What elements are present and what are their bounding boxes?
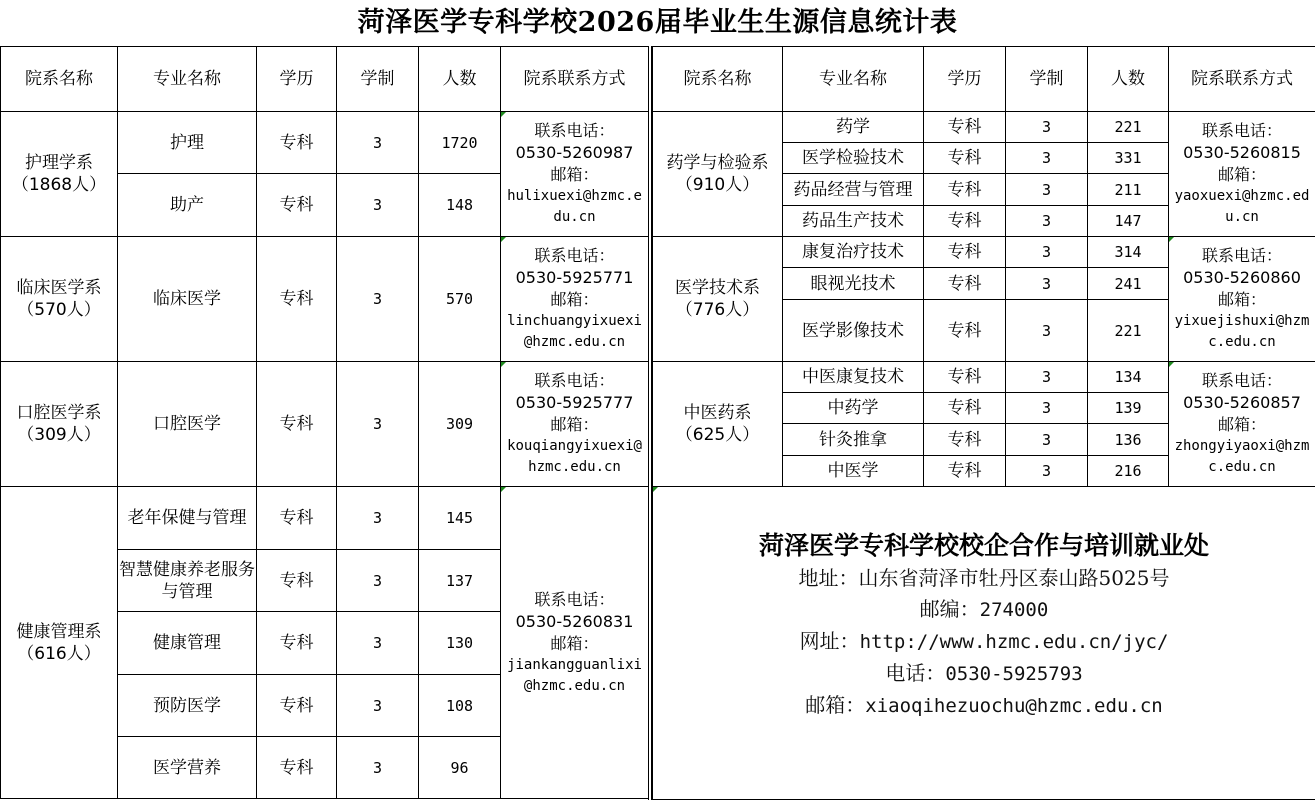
major-count: 221 <box>1088 112 1169 143</box>
major-level: 专科 <box>924 143 1006 174</box>
major-years: 3 <box>1006 112 1088 143</box>
postcode-value: 274000 <box>979 599 1049 621</box>
email-value: jiankangguanlixi@hzmc.edu.cn <box>507 656 642 694</box>
phone-value: 0530-5260860 <box>1183 268 1301 287</box>
phone-label: 联系电话： <box>534 589 615 609</box>
dept-cell <box>1 237 118 362</box>
major-level: 专科 <box>257 487 337 550</box>
major-name: 药品生产技术 <box>783 206 924 237</box>
major-count: 331 <box>1088 143 1169 174</box>
major-level: 专科 <box>257 174 337 237</box>
major-level: 专科 <box>257 362 337 487</box>
major-name: 老年保健与管理 <box>118 487 257 550</box>
header-row <box>1 47 649 112</box>
dept-name: 中医药系 <box>683 403 752 423</box>
major-name: 医学检验技术 <box>783 143 924 174</box>
email-label: 邮箱： <box>1217 415 1266 434</box>
page-title: 菏泽医学专科学校2026届毕业生生源信息统计表 <box>357 7 958 38</box>
header-row <box>653 47 1315 112</box>
dept-count: （309人） <box>17 425 101 445</box>
major-name: 医学影像技术 <box>783 300 924 362</box>
major-name: 预防医学 <box>118 675 257 737</box>
phone-value: 0530-5925793 <box>945 663 1083 685</box>
major-years: 3 <box>1006 268 1088 300</box>
dept-count: （910人） <box>675 175 760 195</box>
phone-label: 联系电话： <box>1201 121 1282 140</box>
dept-name: 口腔医学系 <box>16 403 102 423</box>
office-postcode <box>653 594 1315 626</box>
dept-cell <box>1 362 118 487</box>
email-value: yixuejishuxi@hzmc.edu.cn <box>1174 313 1310 350</box>
header-contact: 院系联系方式 <box>501 47 649 112</box>
major-name: 康复治疗技术 <box>783 237 924 268</box>
major-name: 口腔医学 <box>118 362 257 487</box>
major-count: 145 <box>419 487 501 550</box>
major-years: 3 <box>337 112 419 174</box>
major-years: 3 <box>1006 300 1088 362</box>
dept-count: （1868人） <box>11 175 107 195</box>
major-years: 3 <box>337 737 419 799</box>
email-value: hulixuexi@hzmc.edu.cn <box>507 188 642 225</box>
dept-contact <box>501 237 649 362</box>
major-count: 216 <box>1088 456 1169 487</box>
major-years: 3 <box>1006 143 1088 174</box>
header-major: 专业名称 <box>783 47 924 112</box>
major-level: 专科 <box>924 268 1006 300</box>
major-years: 3 <box>337 550 419 612</box>
phone-label: 电话： <box>885 661 946 685</box>
email-label: 邮箱： <box>550 415 599 434</box>
dept-name: 健康管理系 <box>16 621 102 642</box>
dept-count: （616人） <box>17 643 101 664</box>
email-label: 邮箱： <box>550 633 599 653</box>
major-count: 241 <box>1088 268 1169 300</box>
email-label: 邮箱： <box>805 693 866 717</box>
major-level: 专科 <box>924 112 1006 143</box>
major-name: 临床医学 <box>118 237 257 362</box>
office-website <box>653 626 1315 658</box>
major-count: 136 <box>1088 424 1169 456</box>
phone-label: 联系电话： <box>1201 246 1282 265</box>
major-years: 3 <box>337 237 419 362</box>
major-level: 专科 <box>257 237 337 362</box>
website-value: http://www.hzmc.edu.cn/jyc/ <box>859 631 1169 653</box>
table-row <box>1 362 649 487</box>
major-years: 3 <box>1006 424 1088 456</box>
major-name: 药学 <box>783 112 924 143</box>
phone-label: 联系电话： <box>1201 371 1282 390</box>
major-level: 专科 <box>257 112 337 174</box>
header-major: 专业名称 <box>118 47 257 112</box>
dept-contact <box>501 362 649 487</box>
major-name: 针灸推拿 <box>783 424 924 456</box>
header-years: 学制 <box>1006 47 1088 112</box>
email-value: kouqiangyixuexi@hzmc.edu.cn <box>507 438 642 475</box>
dept-count: （776人） <box>675 300 760 320</box>
office-info <box>653 487 1315 800</box>
dept-contact <box>501 112 649 237</box>
header-dept: 院系名称 <box>1 47 118 112</box>
dept-name: 护理学系 <box>25 153 93 173</box>
major-name: 药品经营与管理 <box>783 174 924 206</box>
office-email <box>653 690 1315 722</box>
major-count: 221 <box>1088 300 1169 362</box>
postcode-label: 邮编： <box>919 597 980 621</box>
phone-value: 0530-5260831 <box>515 611 634 631</box>
header-years: 学制 <box>337 47 419 112</box>
dept-count: （570人） <box>17 300 101 320</box>
major-level: 专科 <box>924 237 1006 268</box>
dept-contact <box>501 487 649 799</box>
address-label: 地址： <box>798 566 859 590</box>
major-level: 专科 <box>924 206 1006 237</box>
phone-label: 联系电话： <box>534 246 615 265</box>
major-count: 211 <box>1088 174 1169 206</box>
dept-cell <box>653 362 783 487</box>
dept-cell <box>1 487 118 799</box>
table-row <box>1 112 649 174</box>
header-count: 人数 <box>419 47 501 112</box>
header-level: 学历 <box>924 47 1006 112</box>
major-years: 3 <box>337 612 419 675</box>
email-label: 邮箱： <box>1217 290 1266 309</box>
major-count: 1720 <box>419 112 501 174</box>
major-level: 专科 <box>257 675 337 737</box>
table-row <box>653 362 1315 393</box>
major-count: 134 <box>1088 362 1169 393</box>
email-value: linchuangyixuexi@hzmc.edu.cn <box>507 313 642 350</box>
major-count: 96 <box>419 737 501 799</box>
dept-cell <box>1 112 118 237</box>
major-level: 专科 <box>924 362 1006 393</box>
major-years: 3 <box>337 174 419 237</box>
major-years: 3 <box>1006 362 1088 393</box>
major-name: 中药学 <box>783 393 924 424</box>
major-years: 3 <box>1006 174 1088 206</box>
header-count: 人数 <box>1088 47 1169 112</box>
table-row <box>653 112 1315 143</box>
phone-value: 0530-5260857 <box>1183 393 1301 412</box>
dept-name: 医学技术系 <box>675 278 760 298</box>
major-count: 130 <box>419 612 501 675</box>
major-years: 3 <box>1006 237 1088 268</box>
dept-contact <box>1169 362 1315 487</box>
office-name: 菏泽医学专科学校校企合作与培训就业处 <box>758 531 1209 560</box>
major-name: 中医学 <box>783 456 924 487</box>
major-years: 3 <box>1006 393 1088 424</box>
email-label: 邮箱： <box>550 165 599 184</box>
website-label: 网址： <box>799 629 860 653</box>
major-name: 智慧健康养老服务与管理 <box>118 550 257 612</box>
header-contact: 院系联系方式 <box>1169 47 1315 112</box>
email-value: xiaoqihezuochu@hzmc.edu.cn <box>865 695 1163 717</box>
left-table <box>0 46 649 799</box>
email-value: zhongyiyaoxi@hzmc.edu.cn <box>1174 438 1310 475</box>
major-years: 3 <box>1006 456 1088 487</box>
dept-count: （625人） <box>675 425 760 445</box>
major-level: 专科 <box>257 737 337 799</box>
major-count: 570 <box>419 237 501 362</box>
dept-contact <box>1169 237 1315 362</box>
dept-name: 临床医学系 <box>16 278 102 298</box>
phone-value: 0530-5925771 <box>515 268 634 287</box>
dept-name: 药学与检验系 <box>666 153 769 173</box>
phone-label: 联系电话： <box>534 121 615 140</box>
email-label: 邮箱： <box>550 290 599 309</box>
phone-value: 0530-5260815 <box>1183 143 1301 162</box>
major-count: 314 <box>1088 237 1169 268</box>
major-count: 139 <box>1088 393 1169 424</box>
header-level: 学历 <box>257 47 337 112</box>
dept-contact <box>1169 112 1315 237</box>
major-name: 眼视光技术 <box>783 268 924 300</box>
major-years: 3 <box>1006 206 1088 237</box>
major-count: 108 <box>419 675 501 737</box>
major-count: 137 <box>419 550 501 612</box>
major-level: 专科 <box>924 456 1006 487</box>
major-name: 中医康复技术 <box>783 362 924 393</box>
office-phone <box>653 658 1315 690</box>
phone-label: 联系电话： <box>534 371 615 390</box>
major-years: 3 <box>337 487 419 550</box>
dept-cell <box>653 112 783 237</box>
table-row <box>1 487 649 550</box>
dept-cell <box>653 237 783 362</box>
major-count: 147 <box>1088 206 1169 237</box>
major-name: 护理 <box>118 112 257 174</box>
table-row <box>653 237 1315 268</box>
major-years: 3 <box>337 675 419 737</box>
major-level: 专科 <box>257 550 337 612</box>
major-level: 专科 <box>924 300 1006 362</box>
header-dept: 院系名称 <box>653 47 783 112</box>
major-count: 148 <box>419 174 501 237</box>
major-count: 309 <box>419 362 501 487</box>
office-address <box>653 563 1315 594</box>
major-level: 专科 <box>924 174 1006 206</box>
table-row <box>1 237 649 362</box>
major-level: 专科 <box>924 424 1006 456</box>
major-level: 专科 <box>924 393 1006 424</box>
major-name: 医学营养 <box>118 737 257 799</box>
phone-value: 0530-5925777 <box>515 393 634 412</box>
address-value: 山东省菏泽市牡丹区泰山路5025号 <box>858 566 1170 590</box>
email-label: 邮箱： <box>1217 165 1266 184</box>
major-name: 助产 <box>118 174 257 237</box>
major-name: 健康管理 <box>118 612 257 675</box>
major-level: 专科 <box>257 612 337 675</box>
email-value: yaoxuexi@hzmc.edu.cn <box>1174 188 1310 225</box>
major-years: 3 <box>337 362 419 487</box>
phone-value: 0530-5260987 <box>515 143 634 162</box>
